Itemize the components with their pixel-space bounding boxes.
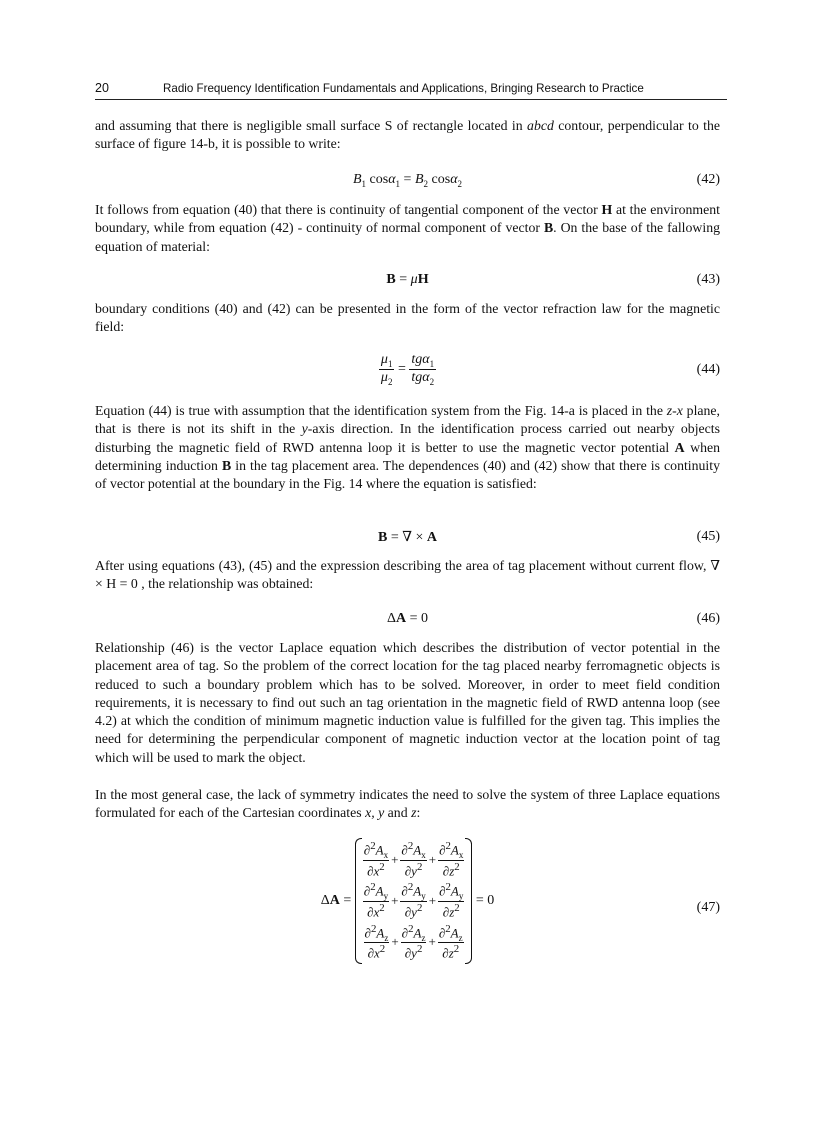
equation-number: (46) (696, 611, 720, 626)
running-title: Radio Frequency Identification Fundamentals and Applications, Bringing Research to Practice (163, 82, 644, 95)
equation-43: B = μH (43) (386, 272, 720, 287)
page-header (95, 80, 727, 100)
equation-47: ΔA = $\frac{\partial^2A_x}{\partial x^2}$ + $\frac{\partial^2A_x}{\partial y^2}$ + $\frac{\partial^2A_x}{\partial z^2}$ $\frac{\partial^2A_y}{\partial x^2}$ + $\frac{\partial^2A_y}{\partial y^2}$ + $\frac{\partial^2A_y}{\partial z^2}$ $\frac{\partial^2A_z}{\partial x^2}$ + $\frac{\partial^2A_z}{\partial y^2}$ + $\frac{\partial^2A_z}{\partial z^2}$ = 0 (47) (95, 838, 720, 988)
paragraph: It follows from equation (40) that there is continuity of tangential component of the vector H at the environment boundary, while from equation (42) - continuity of normal component of vector B. On the base of the fallowing equation of material: (95, 202, 721, 254)
paragraph: Relationship (46) is the vector Laplace equation which describes the distribution of vector potential in the placement area of tag. So the problem of the correct location for the tag placed nearby ferromagnetic objects is reduced to such a boundary problem which has to be solved. Moreover, in order to meet field condition requirements, it is necessary to find out such an tag orientation in the magnetic field of RWD antenna loop (see 4.2) at which the condition of minimum magnetic induction value is fulfilled for the given tag. This implies the need for determining the perpendicular component of magnetic induction vector at the location point of tag which will be used to mark the object. (95, 640, 720, 765)
equation-45: B = ∇ × A (45) (377, 529, 720, 545)
equation-number: (42) (696, 172, 720, 187)
paragraph: In the most general case, the lack of symmetry indicates the need to solve the system of three Laplace equations formulated for each of the Cartesian coordinates x, y and z: (95, 787, 720, 821)
equation-46: ΔA = 0 (46) (386, 611, 720, 626)
paragraph: After using equations (43), (45) and the expression describing the area of tag placement without current flow, ∇ × H = 0 , the relationship was obtained: (95, 558, 720, 592)
equation-number: (44) (696, 362, 720, 377)
paragraph: Equation (44) is true with assumption that the identification system from the Fig. 14-a is placed in the z-x plane, that is there is not its shift in the y-axis direction. In the identification process carried out nearby objects disturbing the magnetic field of RWD antenna loop it is better to use the magnetic vector potential A when determining induction B in the tag placement area. The dependences (40) and (42) show that there is continuity of vector potential at the boundary in the Fig. 14 where the equation is satisfied: (95, 403, 721, 492)
paragraph: boundary conditions (40) and (42) can be presented in the form of the vector refraction law for the magnetic field: (95, 301, 720, 335)
equation-number: (45) (696, 529, 720, 544)
paragraph: and assuming that there is negligible small surface S of rectangle located in abcd contour, perpendicular to the surface of figure 14-b, it is possible to write: (95, 118, 720, 152)
equation-number: (43) (696, 272, 720, 287)
equation-44: $\frac{\mu_1}{\mu_2}$ = $\frac{tg\alpha_1}{tg\alpha_2}$ (44) (380, 352, 720, 387)
equation-42: $B_1$ $\cos\alpha_1 = B_2$ cosα$_2$ (42) (352, 172, 720, 189)
page-number: 20 (95, 81, 109, 95)
equation-number: (47) (696, 900, 720, 915)
